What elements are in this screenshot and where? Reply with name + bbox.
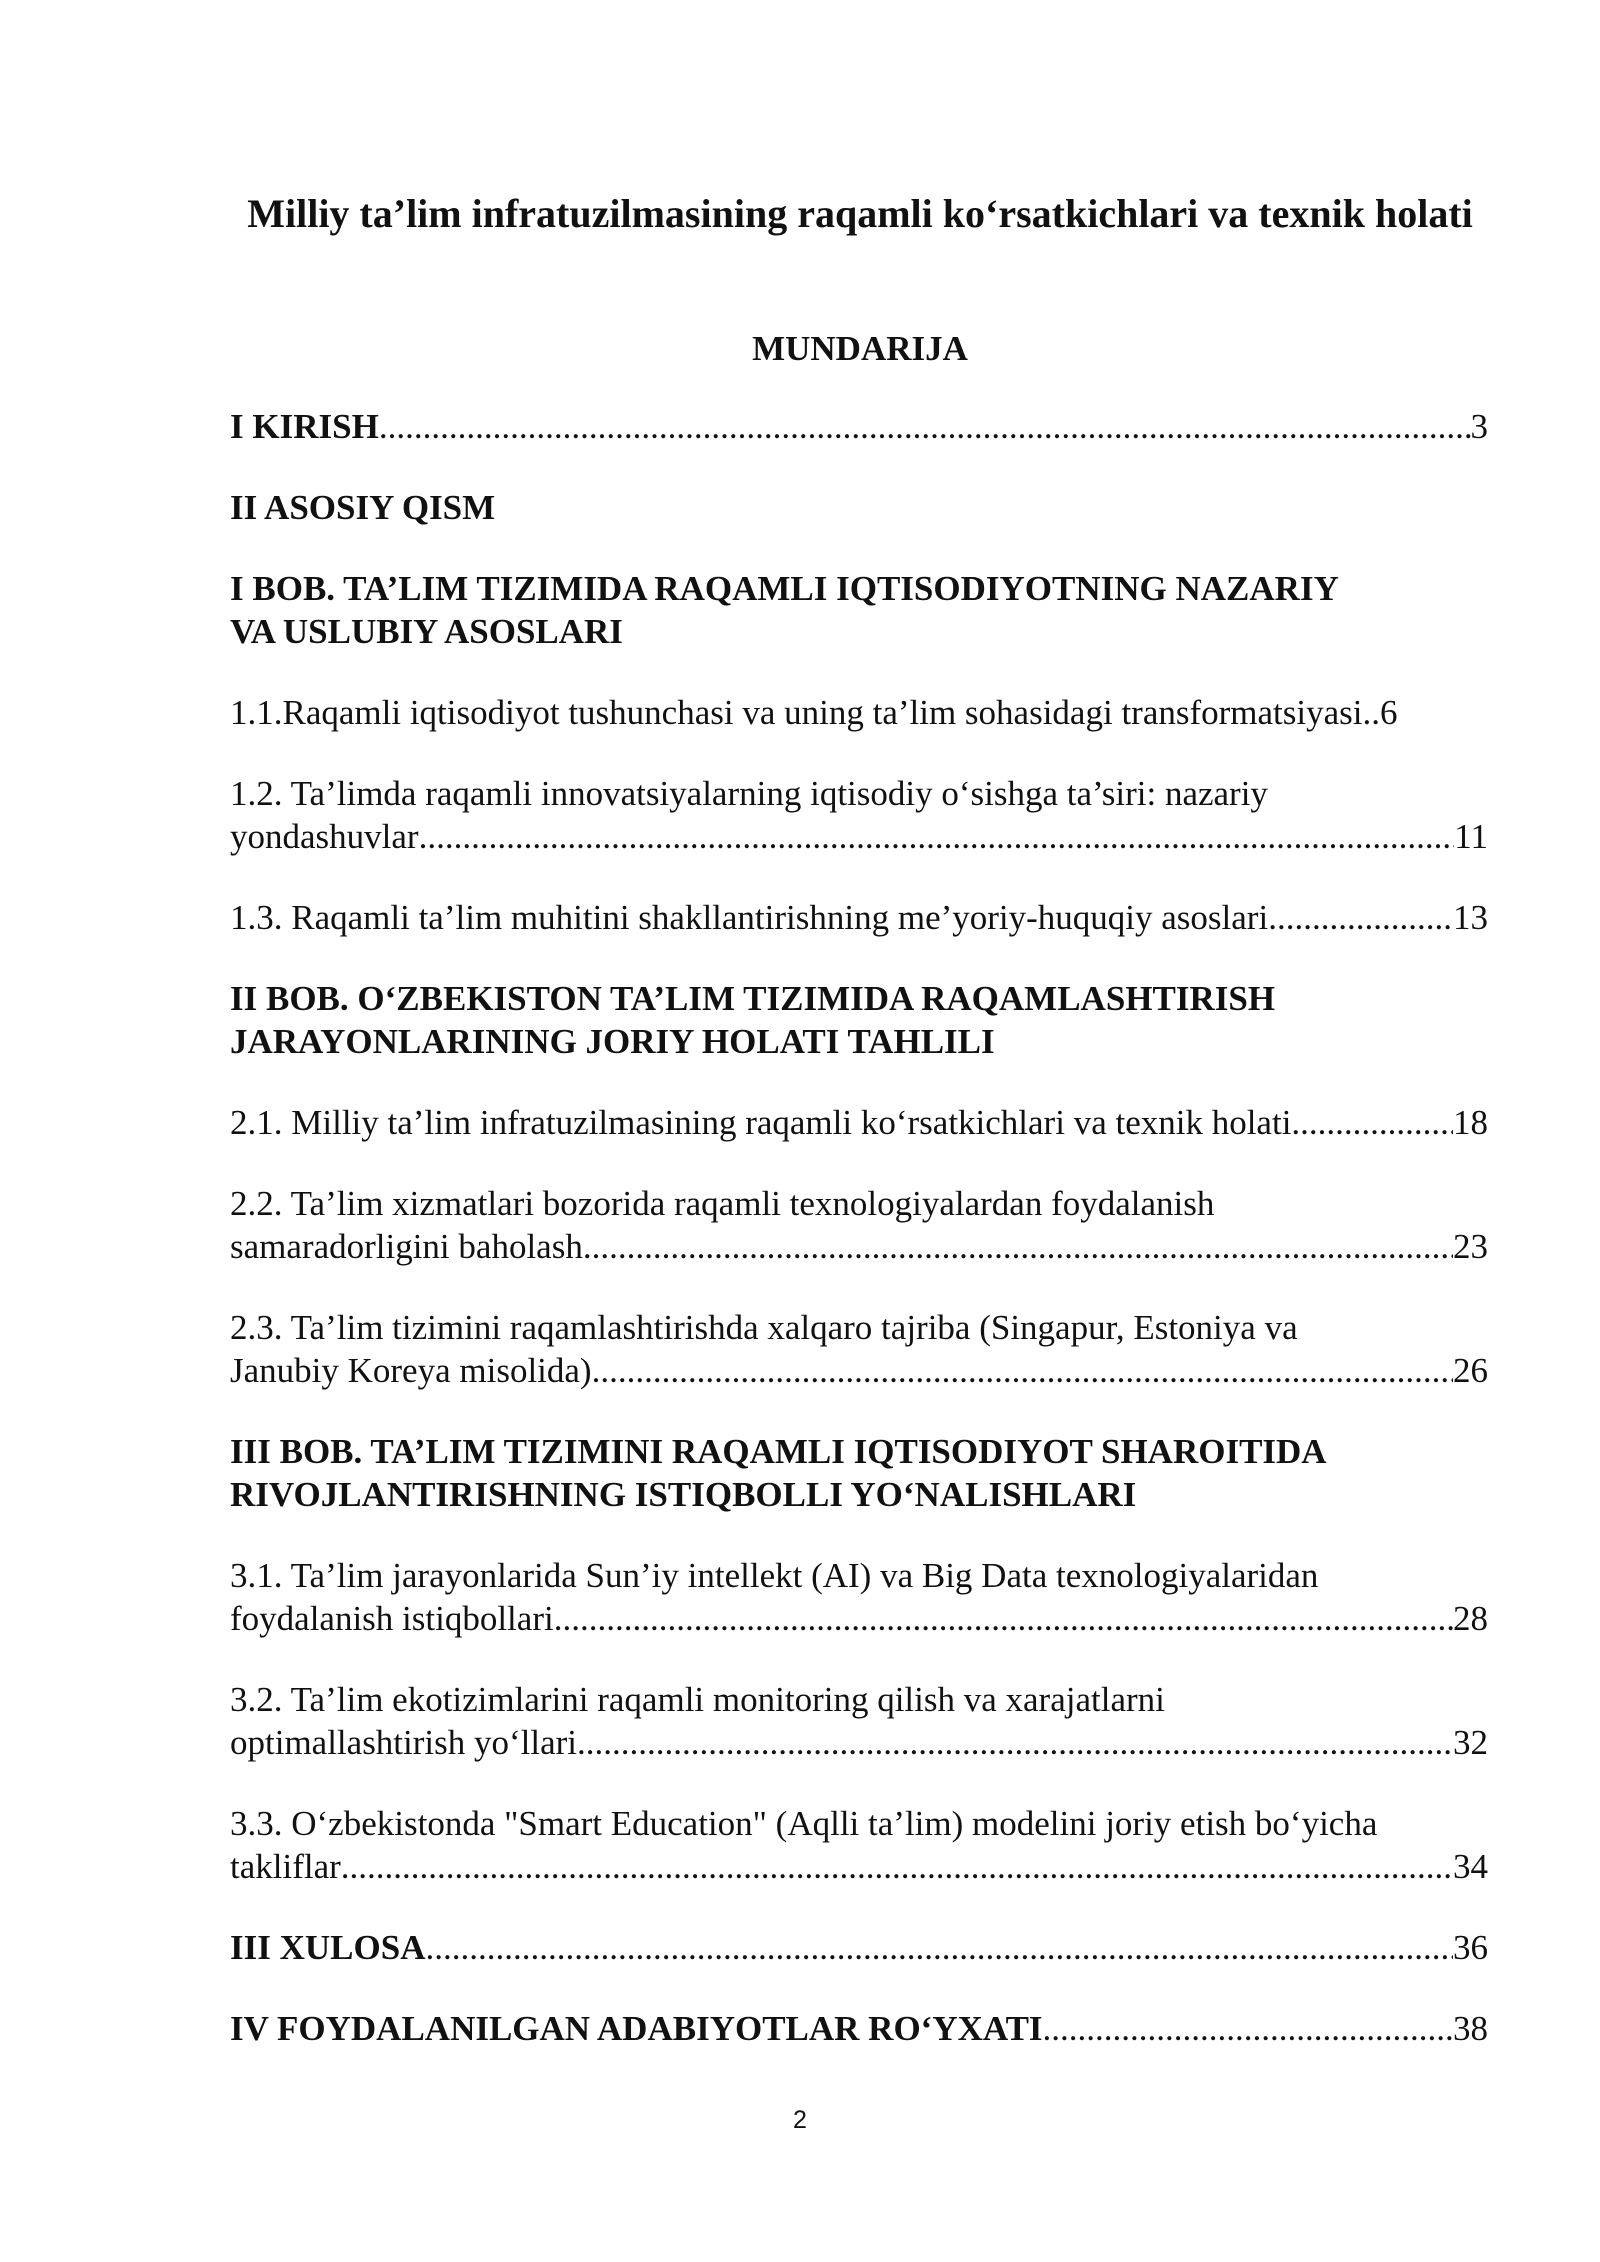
toc-entry-line: takliflar (230, 1847, 341, 1886)
toc-leader-dots (592, 1349, 1453, 1392)
toc-entry-bob2[interactable] (230, 977, 1488, 1063)
toc-entry-label: II ASOSIY QISM (230, 488, 496, 527)
toc-leader-dots (379, 405, 1471, 448)
toc-leader-dots: .. (1362, 693, 1380, 732)
toc-entry-line: II BOB. O‘ZBEKISTON TA’LIM TIZIMIDA RAQAMLASHTIRISH (230, 979, 1276, 1018)
toc-entry-kirish[interactable] (230, 405, 1488, 448)
toc-leader-dots (583, 1225, 1453, 1268)
toc-leader-dots (341, 1845, 1453, 1888)
toc-page-number: 6 (1380, 693, 1398, 732)
page-number: 2 (793, 2106, 807, 2134)
toc-leader-dots (1043, 2007, 1453, 2050)
toc-page-number: 26 (1453, 1351, 1488, 1390)
toc-entry-2-2[interactable] (230, 1182, 1488, 1268)
toc-page-number: 34 (1453, 1847, 1488, 1886)
toc-leader-dots (554, 1597, 1453, 1640)
toc-entry-line: III BOB. TA’LIM TIZIMINI RAQAMLI IQTISODIYOT SHAROITIDA (230, 1432, 1327, 1471)
toc-entry-line: foydalanish istiqbollari (230, 1599, 554, 1638)
toc-entry-line: Janubiy Koreya misolida) (230, 1351, 592, 1390)
toc-entry-2-3[interactable] (230, 1306, 1488, 1392)
toc-entry-1-2[interactable] (230, 772, 1488, 858)
toc-entry-line: RIVOJLANTIRISHNING ISTIQBOLLI YO‘NALISHLARI (230, 1475, 1137, 1514)
toc-page-number: 13 (1453, 898, 1488, 937)
table-of-contents (230, 405, 1488, 2088)
toc-entry-line: I BOB. TA’LIM TIZIMIDA RAQAMLI IQTISODIYOTNING NAZARIY (230, 569, 1339, 608)
toc-entry-line: 2.2. Ta’lim xizmatlari bozorida raqamli texnologiyalardan foydalanish (230, 1184, 1215, 1223)
toc-entry-3-1[interactable] (230, 1554, 1488, 1640)
toc-entry-label: 1.1.Raqamli iqtisodiyot tushunchasi va uning ta’lim sohasidagi transformatsiyasi (230, 693, 1363, 732)
toc-entry-line: VA USLUBIY ASOSLARI (230, 612, 623, 651)
toc-entry-1-3[interactable] (230, 896, 1488, 939)
toc-entry-label: 2.1. Milliy ta’lim infratuzilmasining raqamli ko‘rsatkichlari va texnik holati (230, 1103, 1292, 1142)
toc-leader-dots (1291, 1101, 1453, 1144)
toc-entry-3-3[interactable] (230, 1802, 1488, 1888)
toc-entry-xulosa[interactable] (230, 1926, 1488, 1969)
toc-page-number: 32 (1453, 1723, 1488, 1762)
toc-entry-label: I KIRISH (230, 407, 379, 446)
toc-page-number: 38 (1453, 2009, 1488, 2048)
document-title: Milliy ta’lim infratuzilmasining raqamli ko‘rsatkichlari va texnik holati (247, 191, 1473, 236)
toc-entry-line: 1.2. Ta’limda raqamli innovatsiyalarning iqtisodiy o‘sishga ta’siri: nazariy (230, 774, 1268, 813)
toc-entry-line: yondashuvlar (230, 817, 419, 856)
toc-entry-label: 1.3. Raqamli ta’lim muhitini shakllantirishning me’yoriy-huquqiy asoslari (230, 898, 1269, 937)
toc-page-number: 36 (1453, 1928, 1488, 1967)
toc-leader-dots (419, 815, 1455, 858)
toc-entry-2-1[interactable] (230, 1101, 1488, 1144)
toc-entry-line: 3.2. Ta’lim ekotizimlarini raqamli monitoring qilish va xarajatlarni (230, 1680, 1165, 1719)
toc-entry-line: optimallashtirish yo‘llari (230, 1723, 578, 1762)
toc-entry-asosiy[interactable] (230, 486, 1488, 529)
toc-entry-3-2[interactable] (230, 1678, 1488, 1764)
contents-heading: MUNDARIJA (752, 329, 968, 368)
toc-entry-line: samaradorligini baholash (230, 1227, 583, 1266)
toc-entry-line: JARAYONLARINING JORIY HOLATI TAHLILI (230, 1022, 995, 1061)
toc-page-number: 18 (1453, 1103, 1488, 1142)
toc-leader-dots (425, 1926, 1453, 1969)
toc-entry-bob1[interactable] (230, 567, 1488, 653)
toc-leader-dots (577, 1721, 1453, 1764)
toc-entry-line: 2.3. Ta’lim tizimini raqamlashtirishda xalqaro tajriba (Singapur, Estoniya va (230, 1308, 1298, 1347)
toc-page-number: 11 (1454, 817, 1488, 856)
toc-entry-1-1[interactable] (230, 691, 1488, 734)
toc-entry-bob3[interactable] (230, 1430, 1488, 1516)
toc-entry-label: III XULOSA (230, 1928, 426, 1967)
toc-page-number: 23 (1453, 1227, 1488, 1266)
toc-entry-adabiyotlar[interactable] (230, 2007, 1488, 2050)
toc-page-number: 3 (1470, 407, 1488, 446)
toc-leader-dots (1268, 896, 1453, 939)
toc-page-number: 28 (1453, 1599, 1488, 1638)
toc-entry-label: IV FOYDALANILGAN ADABIYOTLAR RO‘YXATI (230, 2009, 1043, 2048)
toc-entry-line: 3.3. O‘zbekistonda "Smart Education" (Aqlli ta’lim) modelini joriy etish bo‘yicha (230, 1804, 1378, 1843)
toc-entry-line: 3.1. Ta’lim jarayonlarida Sun’iy intellekt (AI) va Big Data texnologiyalaridan (230, 1556, 1319, 1595)
